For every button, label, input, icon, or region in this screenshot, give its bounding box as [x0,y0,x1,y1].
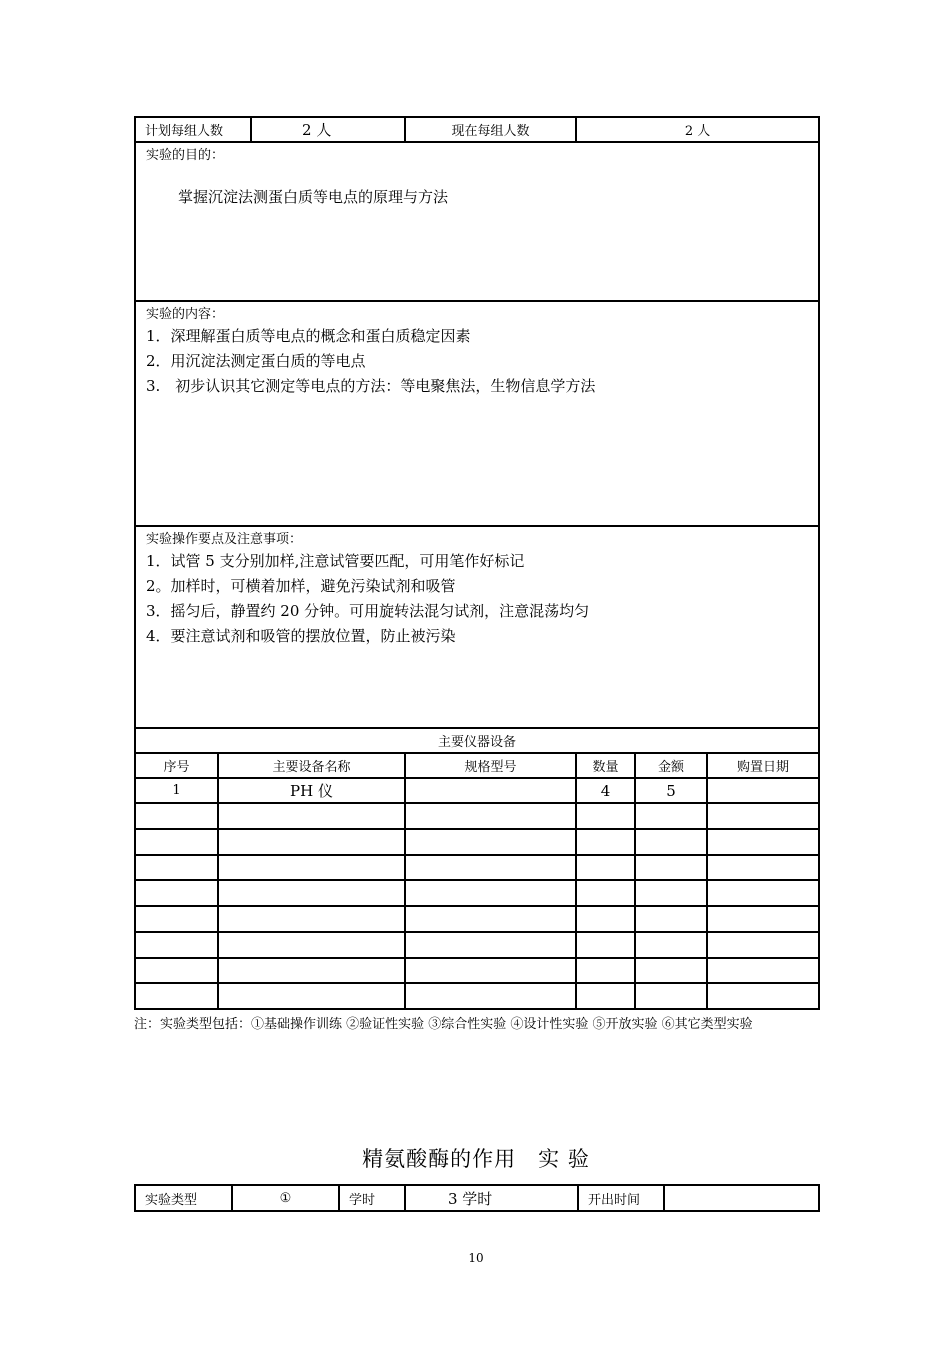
column-header: 购置日期 [707,753,819,778]
content-section [135,301,819,526]
empty-table-row [135,906,819,932]
purpose-section [135,142,819,301]
empty-table-row [135,829,819,855]
table-cell: 5 [635,778,707,803]
current-group-size-label: 现在每组人数 [405,117,576,142]
hours-value: 3 学时 [405,1185,578,1211]
equipment-title: 主要仪器设备 [135,728,819,753]
empty-table-row [135,803,819,829]
experiment-type-value: ① [232,1185,339,1211]
table-cell: PH 仪 [218,778,405,803]
table-cell [707,778,819,803]
column-header: 主要设备名称 [218,753,405,778]
experiment-type-label: 实验类型 [135,1185,232,1211]
planned-group-size-value: 2 人 [251,117,405,142]
empty-table-row [135,983,819,1009]
open-time-label: 开出时间 [578,1185,664,1211]
planned-group-size-label: 计划每组人数 [135,117,251,142]
current-group-size-value: 2 人 [576,117,819,142]
purpose-title: 实验的目的： [146,148,225,163]
column-header: 序号 [135,753,218,778]
table-cell: 1 [135,778,218,803]
column-header: 金额 [635,753,707,778]
notes-item: 3．摇匀后，静置约 20 分钟。可用旋转法混匀试剂，注意混荡均匀 [146,602,590,620]
purpose-text: 掌握沉淀法测蛋白质等电点的原理与方法 [178,188,449,206]
content-item: 1．深理解蛋白质等电点的概念和蛋白质稳定因素 [146,327,471,345]
empty-table-row [135,880,819,906]
open-time-value [664,1185,819,1211]
content-title: 实验的内容： [146,307,225,322]
table-cell: 4 [576,778,635,803]
notes-item: 2。加样时，可横着加样，避免污染试剂和吸管 [146,577,456,595]
table-cell [405,778,576,803]
empty-table-row [135,958,819,984]
experiment-type-footnote: 注：实验类型包括：①基础操作训练 ②验证性实验 ③综合性实验 ④设计性实验 ⑤开放实验 ⑥其它类型实验 [134,1017,753,1032]
notes-section [135,526,819,728]
notes-title: 实验操作要点及注意事项： [146,532,303,547]
notes-item: 4．要注意试剂和吸管的摆放位置，防止被污染 [146,627,456,645]
next-experiment-title: 精氨酸酶的作用 实 验 [362,1147,590,1171]
content-item: 3. 初步认识其它测定等电点的方法：等电聚焦法，生物信息学方法 [146,377,596,395]
table-row [135,778,819,803]
column-header: 数量 [576,753,635,778]
equipment-header-row [135,753,819,778]
empty-table-row [135,932,819,958]
experiment-form-table [134,116,820,1010]
hours-label: 学时 [339,1185,405,1211]
page-number: 10 [468,1251,484,1265]
empty-table-row [135,855,819,881]
column-header: 规格型号 [405,753,576,778]
content-item: 2．用沉淀法测定蛋白质的等电点 [146,352,366,370]
notes-item: 1．试管 5 支分别加样,注意试管要匹配，可用笔作好标记 [146,552,525,570]
next-experiment-info-table [134,1184,820,1212]
